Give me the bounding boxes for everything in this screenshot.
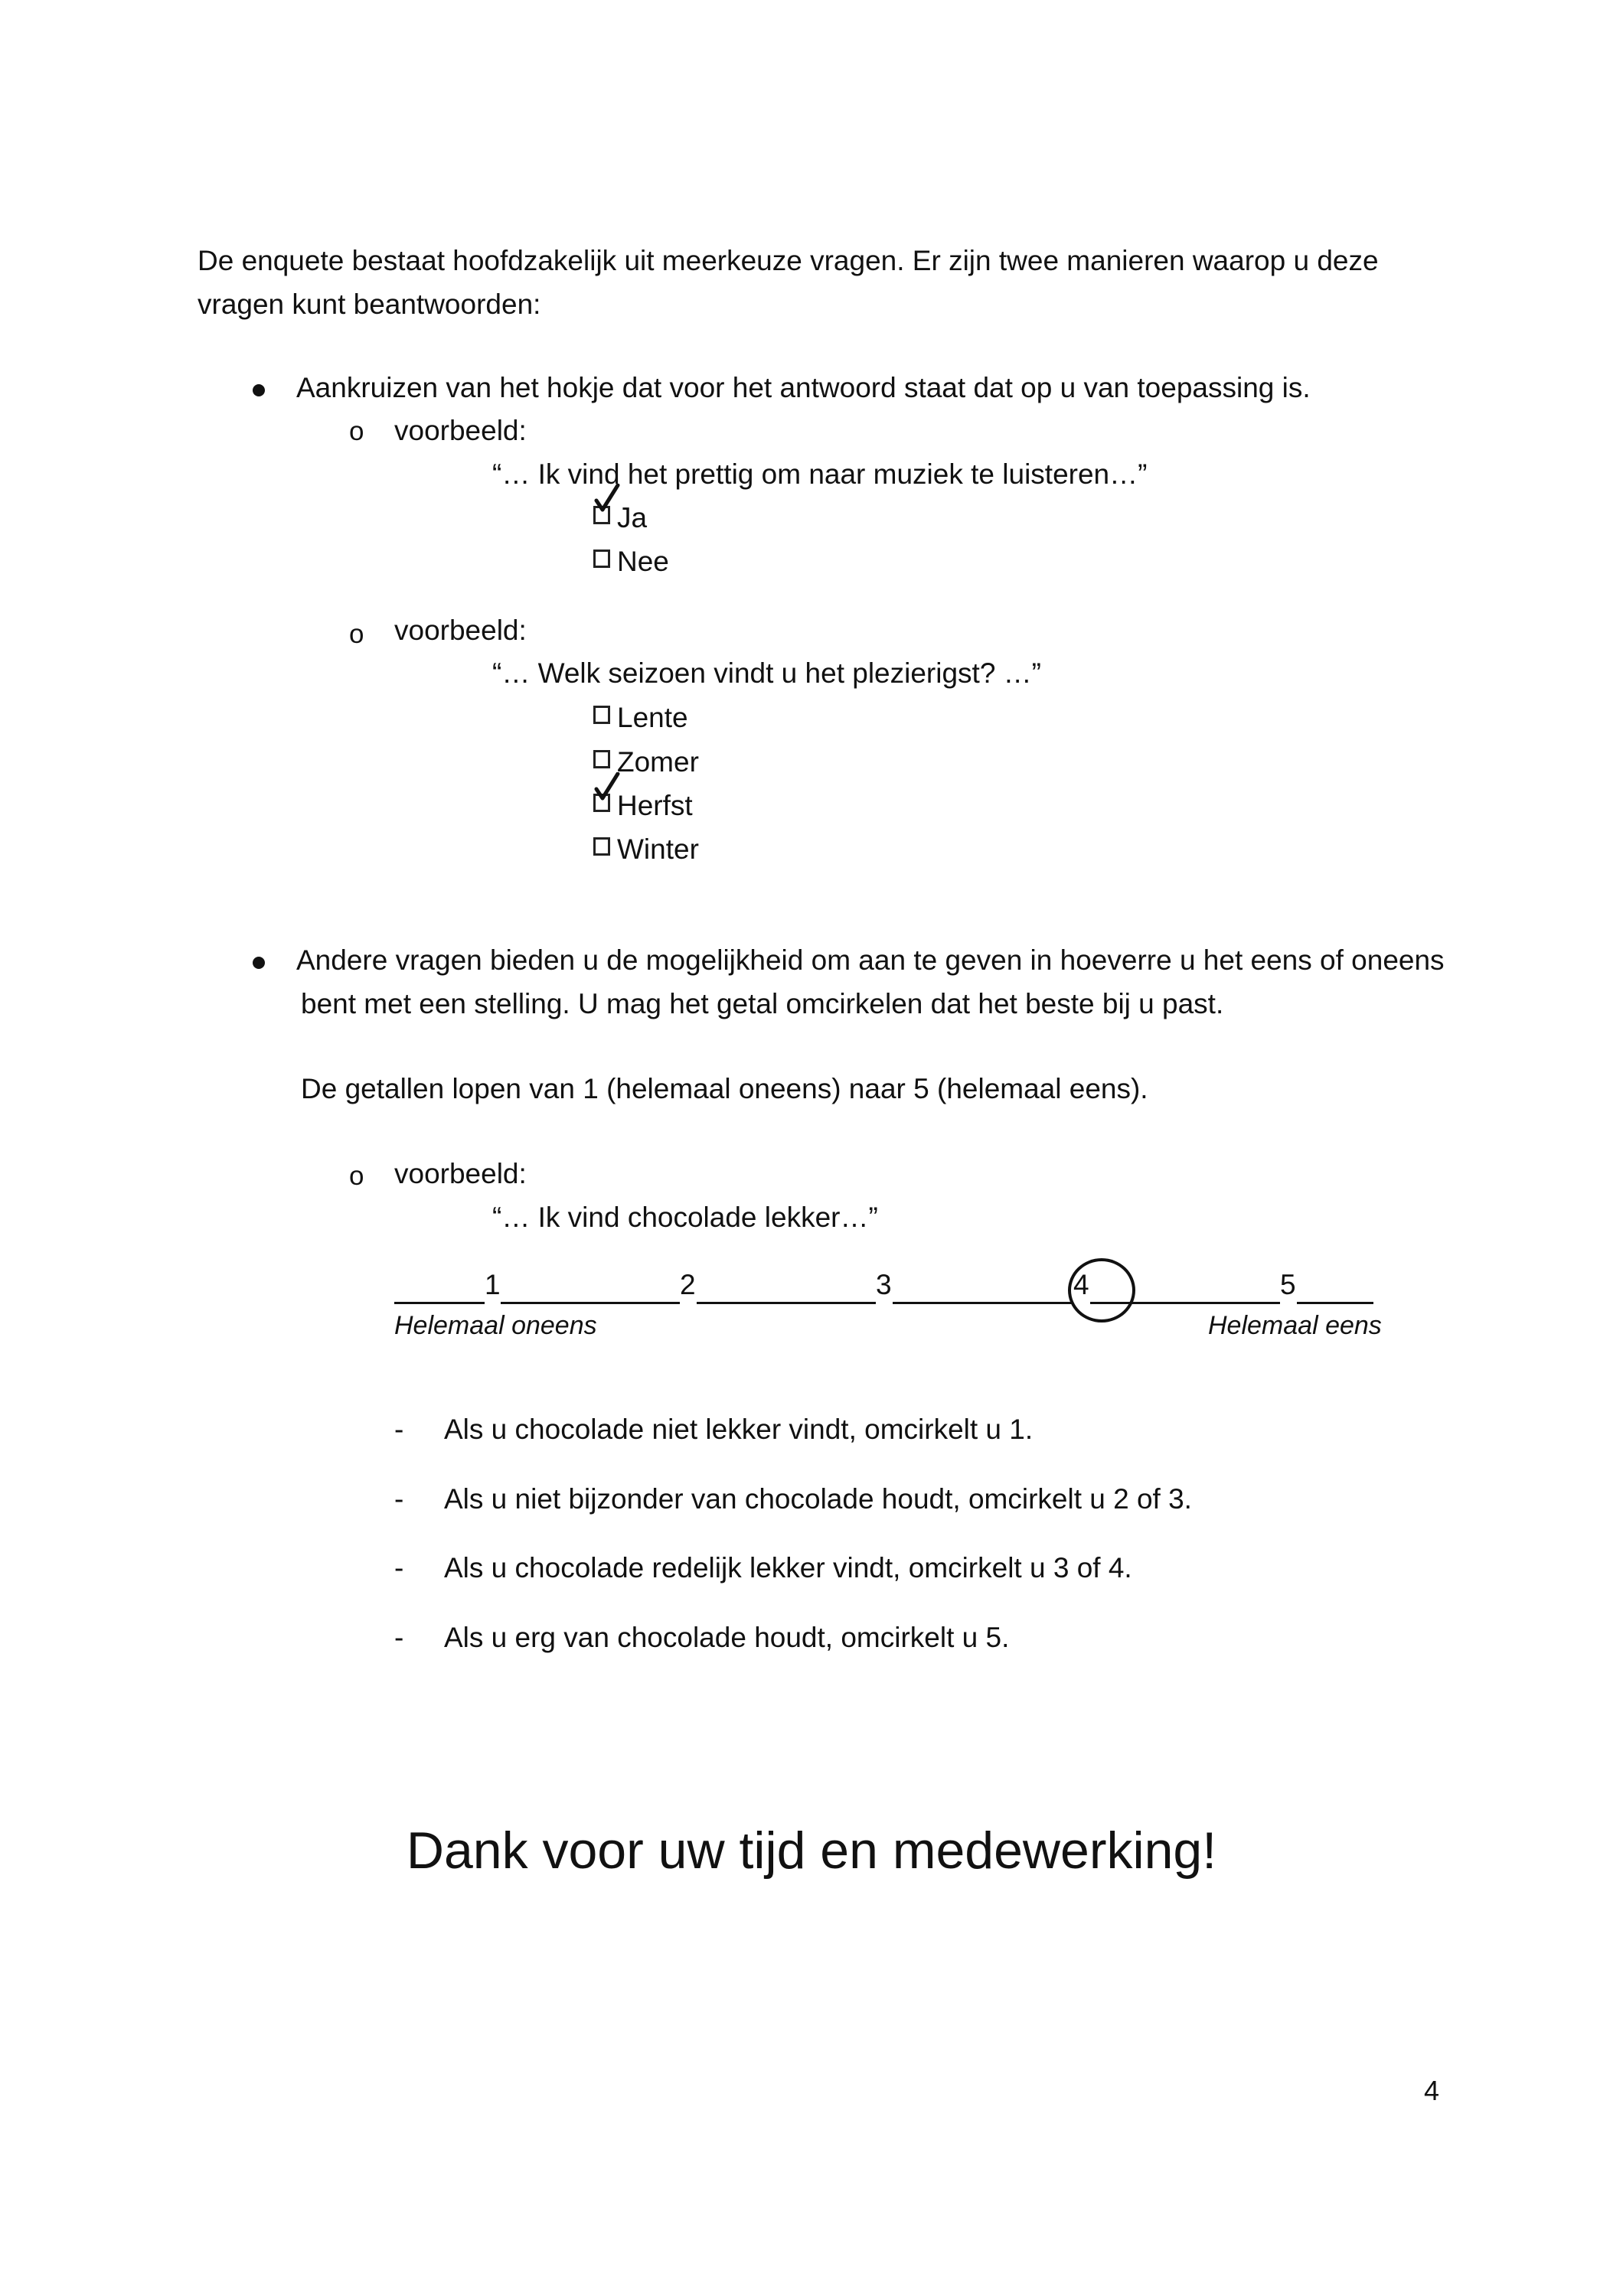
checkbox-nee[interactable] <box>593 550 610 568</box>
dash-bullet: - <box>394 1483 404 1515</box>
checkbox-winter[interactable] <box>593 837 610 856</box>
sub-bullet-icon: o <box>349 416 364 446</box>
bullet-icon <box>253 384 265 396</box>
intro-paragraph: De enquete bestaat hoofdzakelijk uit meerkeuze vragen. Er zijn twee manieren waarop u deze vragen kunt beantwoorden: <box>198 245 1379 320</box>
scale-right-label: Helemaal eens <box>1208 1311 1382 1340</box>
section1-text: Aankruizen van het hokje dat voor het antwoord staat dat op u van toepassing is. <box>296 372 1311 403</box>
scale-left-label: Helemaal oneens <box>394 1311 597 1340</box>
example2-label: voorbeeld: <box>394 615 527 646</box>
note-2: Als u niet bijzonder van chocolade houdt, omcirkelt u 2 of 3. <box>444 1483 1192 1515</box>
scale-number-3[interactable]: 3 <box>876 1269 892 1300</box>
checkbox-lente[interactable] <box>593 706 610 724</box>
example2-question: “… Welk seizoen vindt u het plezierigst? …” <box>492 657 1042 689</box>
option-herfst-label: Herfst <box>617 790 693 821</box>
note-3: Als u chocolade redelijk lekker vindt, omcirkelt u 3 of 4. <box>444 1552 1132 1583</box>
scale-line <box>1297 1302 1373 1304</box>
bullet-icon <box>253 957 265 969</box>
scale-number-2[interactable]: 2 <box>680 1269 696 1300</box>
scale-line <box>697 1302 876 1304</box>
scale-number-4[interactable]: 4 <box>1073 1269 1089 1300</box>
option-ja-label: Ja <box>617 502 648 533</box>
page-number: 4 <box>1424 2075 1440 2106</box>
section2-text-line1: Andere vragen bieden u de mogelijkheid om aan te geven in hoeverre u het eens of oneens <box>296 944 1445 976</box>
selection-circle-icon <box>1068 1258 1135 1322</box>
option-nee-label: Nee <box>617 546 669 577</box>
option-lente-label: Lente <box>617 702 688 733</box>
example1-question: “… Ik vind het prettig om naar muziek te luisteren…” <box>492 458 1148 490</box>
checkbox-zomer[interactable] <box>593 750 610 768</box>
scale-line <box>501 1302 680 1304</box>
section2-text-line2: bent met een stelling. U mag het getal omcirkelen dat het beste bij u past. <box>301 988 1224 1019</box>
note-4: Als u erg van chocolade houdt, omcirkelt u 5. <box>444 1622 1010 1653</box>
scale-line <box>394 1302 485 1304</box>
dash-bullet: - <box>394 1414 404 1445</box>
option-winter-label: Winter <box>617 833 699 865</box>
option-zomer-label: Zomer <box>617 746 699 778</box>
scale-line <box>893 1302 1073 1304</box>
note-1: Als u chocolade niet lekker vindt, omcirkelt u 1. <box>444 1414 1034 1445</box>
sub-bullet-icon: o <box>349 619 364 649</box>
example1-label: voorbeeld: <box>394 415 527 446</box>
dash-bullet: - <box>394 1622 404 1653</box>
thanks-heading: Dank voor uw tijd en medewerking! <box>406 1821 1217 1880</box>
dash-bullet: - <box>394 1552 404 1583</box>
range-text: De getallen lopen van 1 (helemaal oneens) naar 5 (helemaal eens). <box>301 1073 1148 1104</box>
scale-example-question: “… Ik vind chocolade lekker…” <box>492 1202 878 1233</box>
scale-number-1[interactable]: 1 <box>485 1269 501 1300</box>
sub-bullet-icon: o <box>349 1161 364 1191</box>
scale-example-label: voorbeeld: <box>394 1158 527 1189</box>
scale-number-5[interactable]: 5 <box>1280 1269 1296 1300</box>
